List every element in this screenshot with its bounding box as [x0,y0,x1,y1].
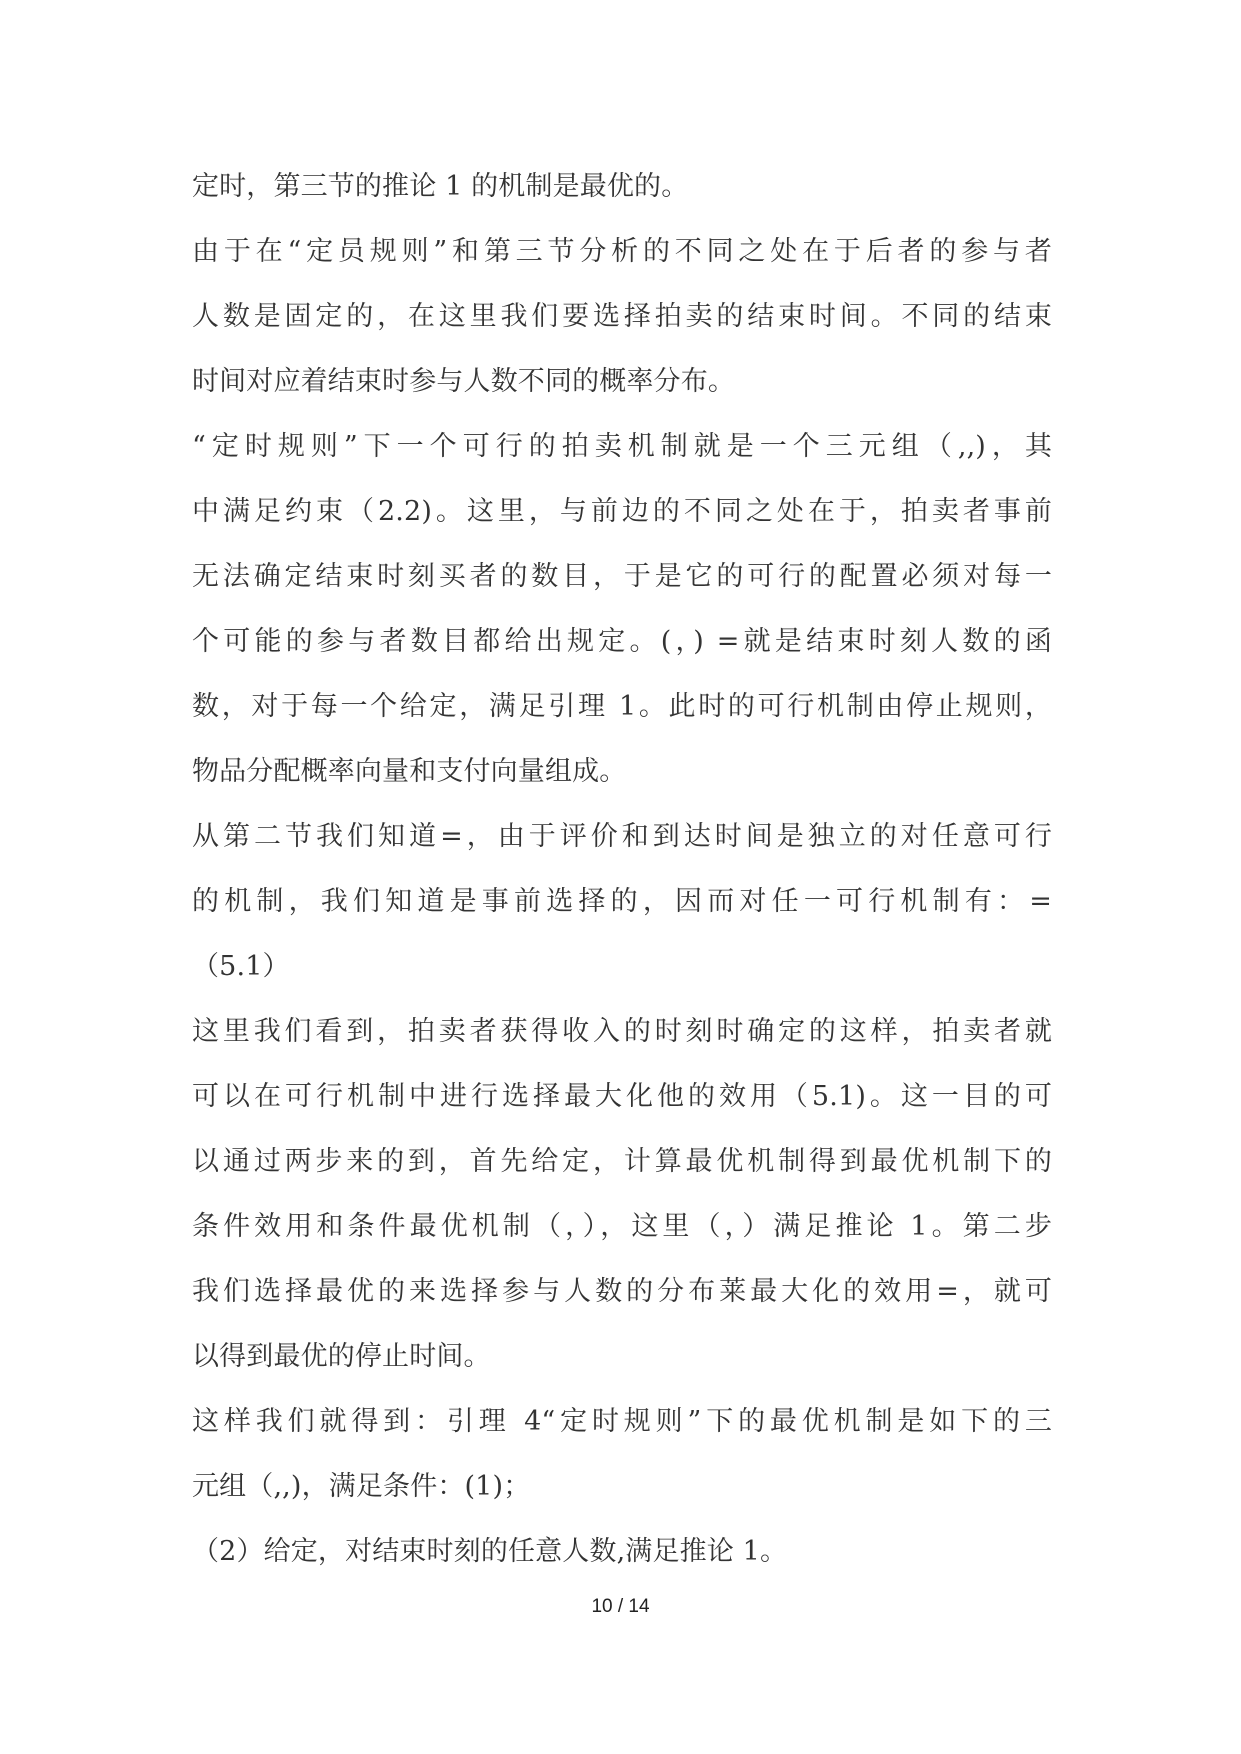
text-line: 时间对应着结束时参与人数不同的概率分布。 [192,366,735,397]
text-line: 元组（,,)，满足条件：(1)； [192,1471,531,1502]
text-line: 数，对于每一个给定，满足引理 1。此时的可行机制由停止规则， [192,691,1052,722]
text-line: （2）给定，对结束时刻的任意人数,满足推论 1。 [192,1536,788,1567]
text-line: 条件效用和条件最优机制（，），这里（，）满足推论 1。第二步 [192,1211,1052,1242]
text-line: 物品分配概率向量和支付向量组成。 [192,756,627,787]
text-line: 由于在“定员规则”和第三节分析的不同之处在于后者的参与者 [192,236,1052,267]
text-line: 无法确定结束时刻买者的数目，于是它的可行的配置必须对每一 [192,561,1052,592]
text-line: 以通过两步来的到，首先给定，计算最优机制得到最优机制下的 [192,1146,1052,1177]
text-line: （5.1） [192,951,290,982]
text-line: 的机制，我们知道是事前选择的，因而对任一可行机制有：= [192,886,1052,917]
text-line: 人数是固定的，在这里我们要选择拍卖的结束时间。不同的结束 [192,301,1052,332]
text-line: “定时规则”下一个可行的拍卖机制就是一个三元组（,,)，其 [192,431,1052,462]
text-line: 这里我们看到，拍卖者获得收入的时刻时确定的这样，拍卖者就 [192,1016,1052,1047]
text-line: 中满足约束（2.2)。这里，与前边的不同之处在于，拍卖者事前 [192,496,1052,527]
page-number: 10 / 14 [591,1596,650,1617]
text-line: 这样我们就得到：引理 4“定时规则”下的最优机制是如下的三 [192,1406,1052,1437]
text-line: 以得到最优的停止时间。 [192,1341,491,1372]
body-text [192,154,1052,1584]
text-line: 我们选择最优的来选择参与人数的分布莱最大化的效用=，就可 [192,1276,1052,1307]
text-line: 从第二节我们知道=，由于评价和到达时间是独立的对任意可行 [192,821,1052,852]
text-line: 个可能的参与者数目都给出规定。(，) =就是结束时刻人数的函 [192,626,1052,657]
text-line: 可以在可行机制中进行选择最大化他的效用（5.1)。这一目的可 [192,1081,1052,1112]
text-line: 定时，第三节的推论 1 的机制是最优的。 [192,171,689,202]
